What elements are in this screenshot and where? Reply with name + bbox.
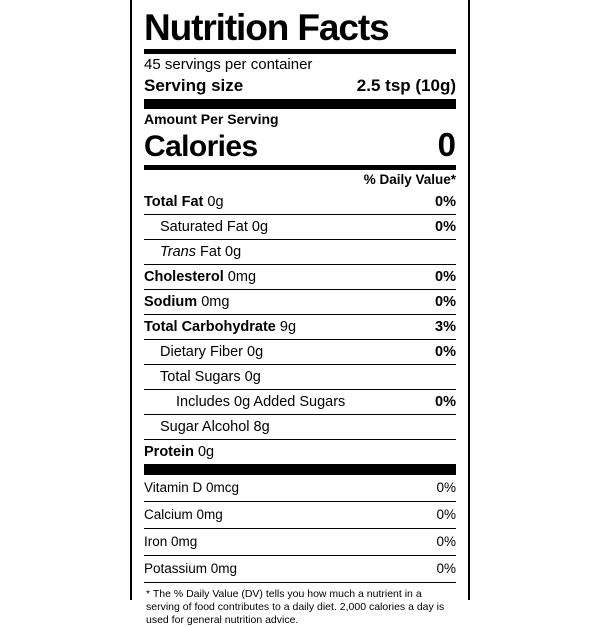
nutrient-row-total-fat bbox=[144, 190, 456, 215]
nutrient-percent: 0% bbox=[435, 219, 456, 235]
nutrient-amount: 0g bbox=[244, 369, 261, 385]
nutrient-amount: 0g bbox=[207, 194, 224, 210]
nutrient-amount: 0g Added Sugars bbox=[234, 394, 346, 410]
vitamin-name: Vitamin D 0mcg bbox=[144, 480, 240, 495]
nutrient-name: Total Fat bbox=[144, 194, 204, 210]
nutrient-row-sodium bbox=[144, 290, 456, 315]
nutrient-name: Total Carbohydrate bbox=[144, 319, 276, 335]
nutrient-amount: 0g bbox=[251, 219, 269, 235]
vitamin-row-iron bbox=[144, 529, 456, 556]
daily-value-footnote bbox=[144, 583, 456, 627]
nutrition-facts-label bbox=[130, 0, 470, 626]
nutrient-amount: Fat 0g bbox=[200, 244, 242, 260]
vitamin-row-calcium bbox=[144, 502, 456, 529]
vitamin-row-potassium bbox=[144, 556, 456, 583]
nutrient-amount: 9g bbox=[279, 319, 297, 335]
divider-vitamins bbox=[144, 464, 456, 475]
serving-size-label: Serving size bbox=[144, 76, 244, 95]
nutrient-percent: 3% bbox=[435, 319, 456, 335]
amount-per-serving: Amount Per Serving bbox=[144, 111, 279, 127]
nutrient-amount: 0g bbox=[197, 444, 215, 460]
calories-label: Calories bbox=[144, 130, 258, 163]
nutrient-row-protein bbox=[144, 440, 456, 464]
nutrient-row-total-sugars bbox=[144, 365, 456, 390]
nutrient-name: Saturated Fat bbox=[160, 219, 248, 235]
serving-size-row bbox=[144, 75, 456, 99]
nutrient-name: Sugar Alcohol bbox=[160, 419, 250, 435]
vitamin-row-vitamin-d bbox=[144, 475, 456, 502]
calories-row bbox=[144, 128, 456, 165]
nutrient-name: Protein bbox=[144, 444, 194, 460]
nutrient-row-added-sugars bbox=[144, 390, 456, 415]
vitamin-percent: 0% bbox=[436, 561, 456, 576]
nutrient-name: Sodium bbox=[144, 294, 198, 310]
nutrient-percent: 0% bbox=[435, 194, 456, 210]
daily-value-header: % Daily Value* bbox=[363, 172, 456, 187]
servings-per-container: 45 servings per container bbox=[144, 56, 313, 73]
vitamin-percent: 0% bbox=[436, 480, 456, 495]
nutrient-amount: 0mg bbox=[227, 269, 257, 285]
nutrient-row-total-carbohydrate bbox=[144, 315, 456, 340]
vitamin-percent: 0% bbox=[436, 507, 456, 522]
nutrient-name: Total Sugars bbox=[160, 369, 241, 385]
footnote-line-3: used for general nutrition advice. bbox=[146, 614, 299, 626]
nutrient-row-sugar-alcohol bbox=[144, 415, 456, 440]
nutrient-percent: 0% bbox=[435, 294, 456, 310]
nutrient-name: Cholesterol bbox=[144, 269, 224, 285]
nutrient-percent: 0% bbox=[435, 394, 456, 410]
nutrient-percent: 0% bbox=[435, 269, 456, 285]
footnote-line-1: * The % Daily Value (DV) tells you how much a nutrient in a bbox=[146, 588, 422, 600]
serving-size-value: 2.5 tsp (10g) bbox=[356, 76, 456, 95]
calories-value: 0 bbox=[437, 126, 456, 163]
nutrient-amount: 0g bbox=[247, 344, 264, 360]
nutrient-amount: 0mg bbox=[201, 294, 230, 310]
nutrient-name: Includes bbox=[176, 394, 231, 410]
vitamin-name: Potassium 0mg bbox=[144, 561, 238, 576]
nutrient-name: Trans bbox=[160, 244, 196, 260]
nutrient-row-saturated-fat bbox=[144, 215, 456, 240]
nutrient-row-dietary-fiber bbox=[144, 340, 456, 365]
nutrient-name: Dietary Fiber bbox=[160, 344, 243, 360]
nutrient-row-trans-fat bbox=[144, 240, 456, 265]
divider-serving bbox=[144, 99, 456, 109]
nutrient-amount: 8g bbox=[253, 419, 270, 435]
page-title: Nutrition Facts bbox=[144, 7, 389, 48]
nutrient-percent: 0% bbox=[435, 344, 456, 360]
vitamin-name: Calcium 0mg bbox=[144, 507, 223, 522]
vitamin-name: Iron 0mg bbox=[144, 534, 198, 549]
vitamin-percent: 0% bbox=[436, 534, 456, 549]
footnote-line-2: serving of food contributes to a daily diet. 2,000 calories a day is bbox=[146, 601, 445, 613]
nutrient-row-cholesterol bbox=[144, 265, 456, 290]
